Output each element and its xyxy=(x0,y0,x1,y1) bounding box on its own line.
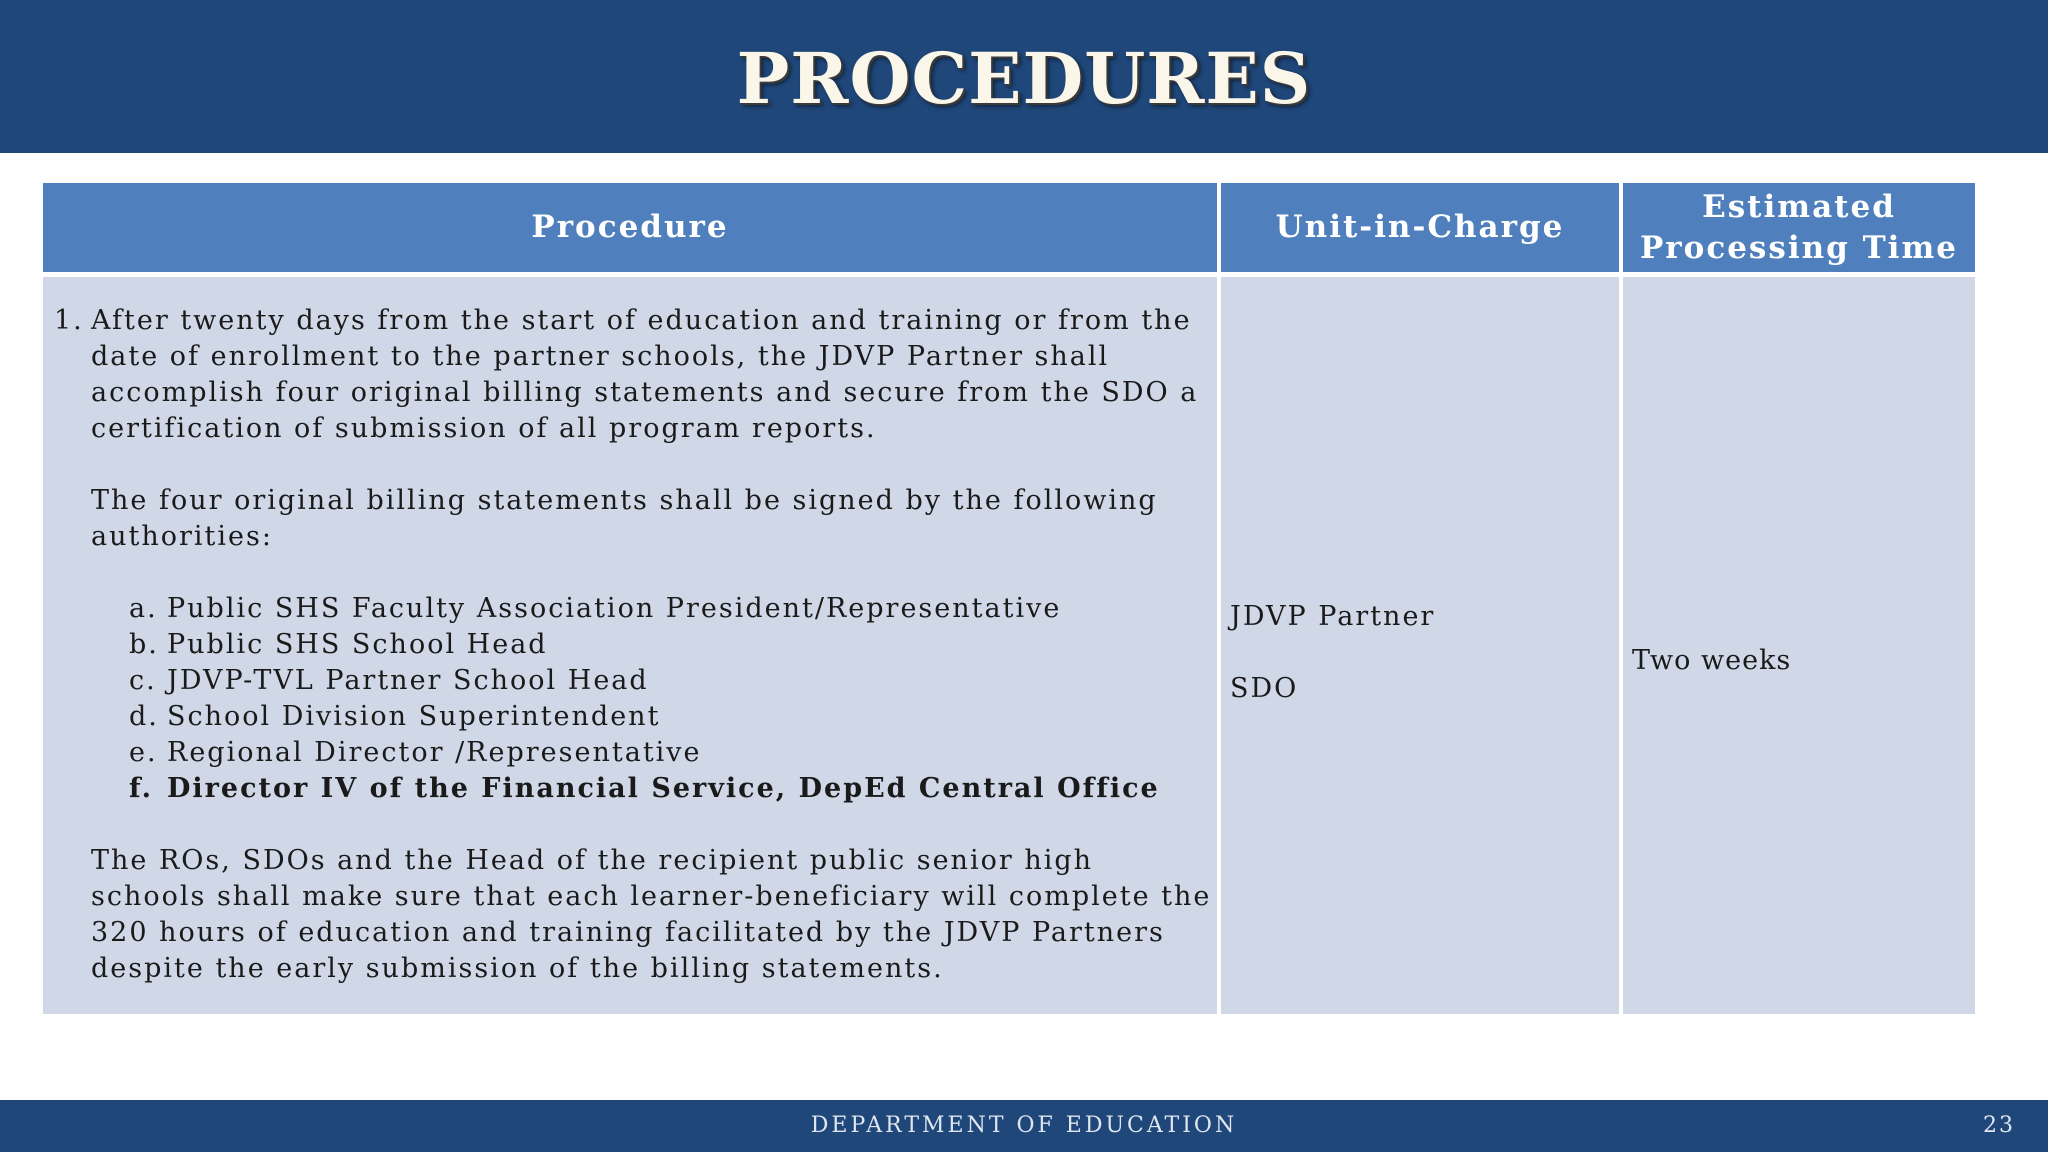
unit-in-charge-cell xyxy=(1221,277,1619,1014)
header-processing-time xyxy=(1623,183,1975,272)
unit-jdvp-partner: JDVP Partner xyxy=(1230,601,1436,632)
list-item: a. Public SHS Faculty Association President/Representative xyxy=(129,593,1062,624)
header-procedure: Procedure xyxy=(43,183,1217,272)
list-item: d. School Division Superintendent xyxy=(129,701,661,732)
unit-sdo: SDO xyxy=(1230,673,1299,704)
signatory-list xyxy=(129,591,1214,807)
list-item: e. Regional Director /Representative xyxy=(129,737,702,768)
processing-time-value: Two weeks xyxy=(1632,645,1792,676)
page-number: 23 xyxy=(1983,1113,2015,1138)
list-item: b. Public SHS School Head xyxy=(129,629,548,660)
procedure-cell xyxy=(43,277,1217,1014)
processing-time-cell xyxy=(1623,277,1975,1014)
list-item: c. JDVP-TVL Partner School Head xyxy=(129,665,649,696)
header-time-line2: Processing Time xyxy=(1640,229,1958,266)
list-item: f. Director IV of the Financial Service, DepEd Central Office xyxy=(129,773,1160,804)
slide-title: PROCEDURES xyxy=(736,37,1312,120)
procedure-paragraph-1: After twenty days from the start of education and training or from the date of enrollment to the partner schools, the JDVP Partner shall accomplish four original billing statements and secure from the SDO a certification of submission of all program reports. xyxy=(91,305,1199,444)
procedure-paragraph-3: The ROs, SDOs and the Head of the recipient public senior high schools shall make sure that each learner-beneficiary will complete the 320 hours of education and training facilitated by the JDVP Partners despite the early submission of the billing statements. xyxy=(91,845,1212,984)
header-unit-in-charge: Unit-in-Charge xyxy=(1221,183,1619,272)
header-time-line1: Estimated xyxy=(1702,188,1896,225)
footer-department: DEPARTMENT OF EDUCATION xyxy=(810,1113,1238,1138)
procedure-paragraph-2: The four original billing statements shall be signed by the following authorities: xyxy=(91,485,1158,552)
item-number: 1. xyxy=(54,305,84,336)
